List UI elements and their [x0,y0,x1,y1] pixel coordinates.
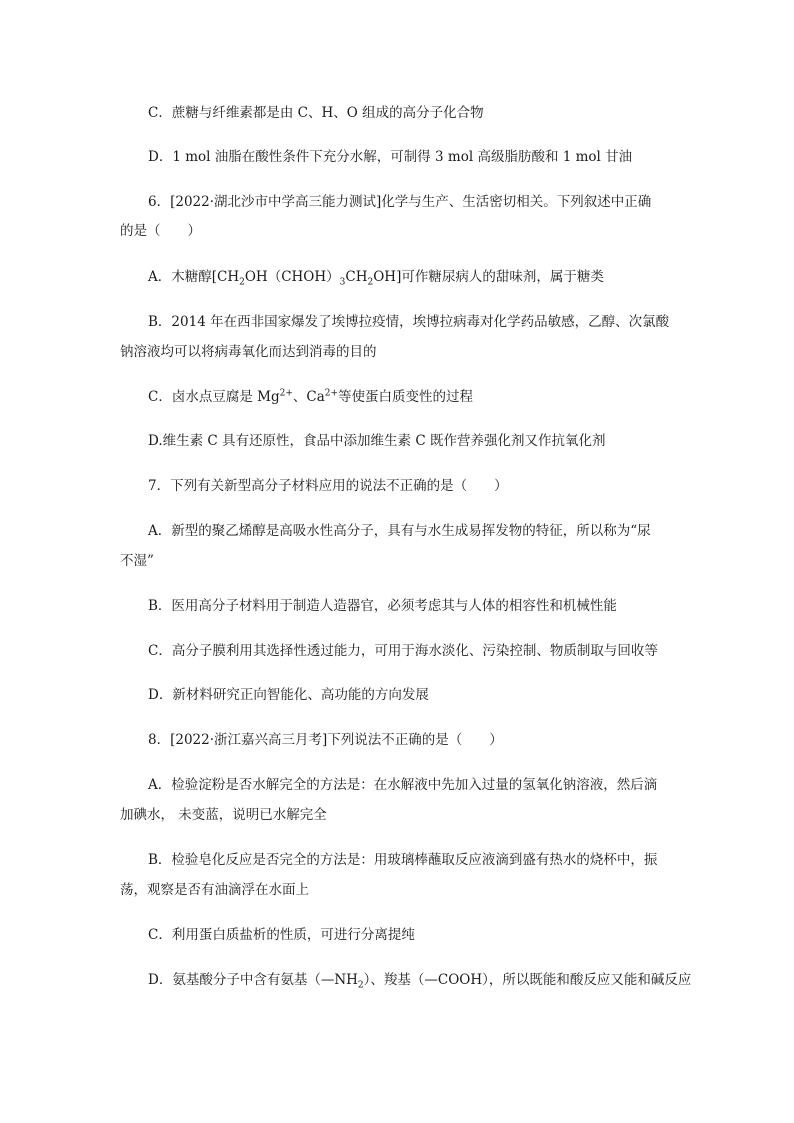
option-7a-cont: 不湿” [120,553,154,569]
superscript: 2+ [279,388,293,399]
option-6a [148,268,604,286]
option-8a: A．检验淀粉是否水解完全的方法是：在水解液中先加入过量的氢氧化钠溶液，然后滴 [148,777,658,793]
subscript: 3 [339,277,346,288]
option-8d-text: ）、羧基（—COOH），所以既能和酸反应又能和碱反应 [363,972,692,988]
option-6c [148,388,473,406]
subscript: 2 [357,980,364,991]
question-6-stem-cont: 的是（ ） [120,223,201,239]
option-6a-text: OH]可作糖尿病人的甜味剂，属于糖类 [373,269,604,285]
question-8-stem: 8．[2022·浙江嘉兴高三月考]下列说法不正确的是（ ） [148,732,503,748]
option-6b: B．2014 年在西非国家爆发了埃博拉疫情，埃博拉病毒对化学药品敏感，乙醇、次氯酸 [148,314,670,330]
option-6d: D.维生素 C 具有还原性，食品中添加维生素 C 既作营养强化剂又作抗氧化剂 [148,433,606,449]
question-7-stem: 7．下列有关新型高分子材料应用的说法不正确的是（ ） [148,478,508,494]
option-8d [148,971,691,989]
option-7d: D．新材料研究正向智能化、高功能的方向发展 [148,687,429,703]
subscript: 2 [367,277,374,288]
option-7c: C．高分子膜利用其选择性透过能力，可用于海水淡化、污染控制、物质制取与回收等 [148,643,658,659]
option-5d: D．1 mol 油脂在酸性条件下充分水解，可制得 3 mol 高级脂肪酸和 1 mol 甘油 [148,149,633,165]
option-6a-text: CH [345,269,368,285]
option-8b: B．检验皂化反应是否完全的方法是：用玻璃棒蘸取反应液滴到盛有热水的烧杯中，振 [148,852,658,868]
option-6c-text: C．卤水点豆腐是 Mg [148,389,280,405]
superscript: 2+ [324,388,339,399]
option-6c-text: 、Ca [292,389,325,405]
question-6-stem: 6．[2022·湖北沙市中学高三能力测试]化学与生产、生活密切相关。下列叙述中正确 [148,194,652,210]
option-6a-text: A．木糖醇[CH [148,269,240,285]
option-6a-text: OH（CHOH） [244,269,340,285]
option-7a: A．新型的聚乙烯醇是高吸水性高分子，具有与水生成易挥发物的特征，所以称为“尿 [148,523,651,539]
option-8c: C．利用蛋白质盐析的性质，可进行分离提纯 [148,927,415,943]
option-6c-text: 等使蛋白质变性的过程 [338,389,474,405]
option-5c: C．蔗糖与纤维素都是由 C、H、O 组成的高分子化合物 [148,105,484,121]
option-8d-text: D．氨基酸分子中含有氨基（—NH [148,972,358,988]
option-8b-cont: 荡，观察是否有油滴浮在水面上 [120,882,309,898]
option-7b: B．医用高分子材料用于制造人造器官，必须考虑其与人体的相容性和机械性能 [148,598,617,614]
option-6b-cont: 钠溶液均可以将病毒氧化而达到消毒的目的 [120,344,377,360]
subscript: 2 [239,277,245,288]
option-8a-cont: 加碘水， 未变蓝，说明已水解完全 [120,807,327,823]
